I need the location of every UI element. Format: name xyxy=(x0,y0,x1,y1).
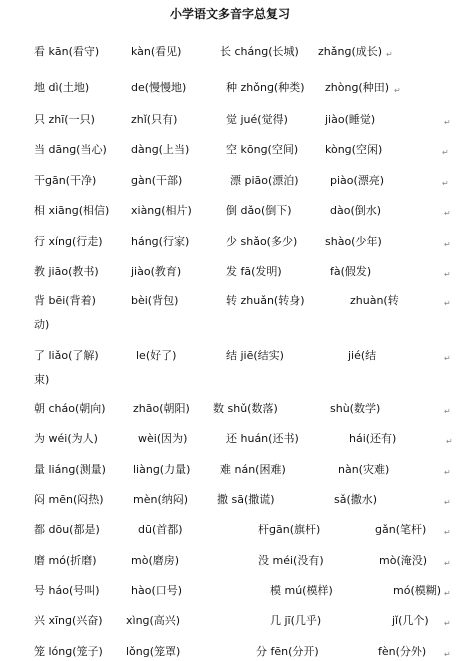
pinyin-entry: 难 nán(困难) xyxy=(220,463,286,476)
pinyin-entry: 兴 xīnɡ(兴奋) xyxy=(34,614,103,627)
pinyin-entry: hào(口号) xyxy=(131,584,183,597)
pinyin-entry: jiào(教育) xyxy=(131,265,182,278)
pinyin-entry: 数 shǔ(数落) xyxy=(213,402,278,415)
pinyin-entry: 种 zhǒnɡ(种类) xyxy=(226,81,305,94)
pinyin-entry: 漂 piāo(漂泊) xyxy=(230,174,299,187)
pinyin-entry: lǒnɡ(笼罩) xyxy=(126,645,181,658)
entry-row xyxy=(0,111,460,129)
entry-row xyxy=(0,430,460,448)
pinyin-entry: hánɡ(行家) xyxy=(131,235,190,248)
entry-row xyxy=(0,141,460,159)
pinyin-entry: dànɡ(上当) xyxy=(131,143,190,156)
paragraph-mark-icon: ↵ xyxy=(444,118,451,127)
pinyin-entry: dào(倒水) xyxy=(330,204,382,217)
pinyin-entry: fà(假发) xyxy=(330,265,372,278)
paragraph-mark-icon: ↵ xyxy=(444,240,451,249)
pinyin-entry: mò(淹没) xyxy=(379,554,428,567)
paragraph-mark-icon: ↵ xyxy=(444,589,451,598)
pinyin-entry: jiào(睡觉) xyxy=(325,113,376,126)
pinyin-entry: 笼 lónɡ(笼子) xyxy=(34,645,103,658)
entry-row xyxy=(0,552,460,570)
pinyin-entry: 看 kān(看守) xyxy=(34,45,100,58)
pinyin-entry: dū(首都) xyxy=(138,523,183,536)
pinyin-entry: zhuàn(转 xyxy=(350,294,399,307)
pinyin-entry: 觉 jué(觉得) xyxy=(226,113,288,126)
paragraph-mark-icon: ↵ xyxy=(444,559,451,568)
pinyin-entry: 空 kōnɡ(空间) xyxy=(226,143,299,156)
pinyin-entry: 撒 sā(撒谎) xyxy=(217,493,275,506)
pinyin-entry: xìnɡ(高兴) xyxy=(126,614,181,627)
pinyin-entry: 磨 mó(折磨) xyxy=(34,554,97,567)
pinyin-entry: hái(还有) xyxy=(349,432,397,445)
pinyin-entry: 闷 mēn(闷热) xyxy=(34,493,104,506)
entry-row xyxy=(0,43,460,61)
pinyin-entry: 长 chánɡ(长城) xyxy=(220,45,299,58)
pinyin-entry: 只 zhī(一只) xyxy=(34,113,95,126)
pinyin-entry: le(好了) xyxy=(136,349,177,362)
pinyin-entry: xiànɡ(相片) xyxy=(131,204,192,217)
pinyin-entry: jié(结 xyxy=(348,349,377,362)
pinyin-entry: mò(磨房) xyxy=(131,554,180,567)
page-title: 小学语文多音字总复习 xyxy=(169,7,290,21)
pinyin-entry: 模 mú(模样) xyxy=(270,584,333,597)
pinyin-entry: 少 shǎo(多少) xyxy=(226,235,298,248)
paragraph-mark-icon: ↵ xyxy=(446,437,453,446)
pinyin-entry: kàn(看见) xyxy=(131,45,182,58)
paragraph-mark-icon: ↵ xyxy=(444,299,451,308)
pinyin-entry: 了 liǎo(了解) xyxy=(34,349,99,362)
pinyin-entry: mó(模糊) xyxy=(393,584,442,597)
entry-row xyxy=(0,79,460,97)
entry-row xyxy=(0,263,460,281)
entry-row xyxy=(0,400,460,418)
pinyin-entry: jǐ(几个) xyxy=(392,614,429,627)
pinyin-entry: 朝 cháo(朝向) xyxy=(34,402,106,415)
paragraph-mark-icon: ↵ xyxy=(444,270,451,279)
pinyin-entry: zhāo(朝阳) xyxy=(133,402,190,415)
pinyin-entry: 没 méi(没有) xyxy=(258,554,324,567)
pinyin-entry: 结 jiē(结实) xyxy=(226,349,284,362)
pinyin-entry: 地 dì(土地) xyxy=(34,81,90,94)
paragraph-mark-icon: ↵ xyxy=(444,354,451,363)
pinyin-entry: liànɡ(力量) xyxy=(133,463,191,476)
pinyin-entry: 发 fā(发明) xyxy=(226,265,282,278)
pinyin-entry: ɡàn(干部) xyxy=(131,174,183,187)
wrapped-continuation: 束) xyxy=(34,373,50,386)
pinyin-entry: 几 jī(几乎) xyxy=(270,614,322,627)
pinyin-entry: 号 háo(号叫) xyxy=(34,584,100,597)
paragraph-mark-icon: ↵ xyxy=(444,650,451,659)
paragraph-mark-icon: ↵ xyxy=(394,86,401,95)
pinyin-entry: kònɡ(空闲) xyxy=(325,143,383,156)
pinyin-entry: shù(数学) xyxy=(330,402,381,415)
paragraph-mark-icon: ↵ xyxy=(444,619,451,628)
pinyin-entry: 倒 dǎo(倒下) xyxy=(226,204,292,217)
pinyin-entry: zhònɡ(种田) xyxy=(325,81,390,94)
entry-row xyxy=(0,172,460,190)
wrapped-continuation: 动) xyxy=(34,318,50,331)
pinyin-entry: zhǎnɡ(成长) xyxy=(318,45,383,58)
paragraph-mark-icon: ↵ xyxy=(444,209,451,218)
entry-row xyxy=(0,521,460,539)
pinyin-entry: 背 bēi(背着) xyxy=(34,294,96,307)
pinyin-entry: 教 jiāo(教书) xyxy=(34,265,99,278)
paragraph-mark-icon: ↵ xyxy=(442,148,449,157)
pinyin-entry: 相 xiānɡ(相信) xyxy=(34,204,110,217)
pinyin-entry: piào(漂亮) xyxy=(330,174,385,187)
entry-row xyxy=(0,491,460,509)
paragraph-mark-icon: ↵ xyxy=(444,528,451,537)
pinyin-entry: mèn(纳闷) xyxy=(133,493,189,506)
pinyin-entry: fèn(分外) xyxy=(378,645,427,658)
pinyin-entry: 当 dānɡ(当心) xyxy=(34,143,107,156)
pinyin-entry: 干ɡān(干净) xyxy=(34,174,97,187)
paragraph-mark-icon: ↵ xyxy=(442,179,449,188)
paragraph-mark-icon: ↵ xyxy=(444,468,451,477)
pinyin-entry: 分 fēn(分开) xyxy=(256,645,319,658)
entry-row xyxy=(0,347,460,365)
pinyin-entry: 为 wéi(为人) xyxy=(34,432,98,445)
entry-row xyxy=(0,461,460,479)
entry-row xyxy=(0,233,460,251)
pinyin-entry: 转 zhuǎn(转身) xyxy=(226,294,305,307)
pinyin-entry: ɡǎn(笔杆) xyxy=(375,523,427,536)
pinyin-entry: shào(少年) xyxy=(325,235,382,248)
entry-row xyxy=(0,643,460,661)
paragraph-mark-icon: ↵ xyxy=(444,407,451,416)
paragraph-mark-icon: ↵ xyxy=(444,498,451,507)
entry-row xyxy=(0,202,460,220)
pinyin-entry: sǎ(撒水) xyxy=(334,493,378,506)
pinyin-entry: bèi(背包) xyxy=(131,294,179,307)
entry-row xyxy=(0,582,460,600)
entry-row xyxy=(0,612,460,630)
paragraph-mark-icon: ↵ xyxy=(386,50,393,59)
pinyin-entry: 还 huán(还书) xyxy=(226,432,299,445)
pinyin-entry: nàn(灾难) xyxy=(338,463,390,476)
entry-row xyxy=(0,292,460,310)
pinyin-entry: wèi(因为) xyxy=(138,432,188,445)
pinyin-entry: 都 dōu(都是) xyxy=(34,523,100,536)
pinyin-entry: 杆ɡān(旗杆) xyxy=(258,523,321,536)
pinyin-entry: zhǐ(只有) xyxy=(131,113,178,126)
pinyin-entry: 量 liánɡ(测量) xyxy=(34,463,106,476)
pinyin-entry: 行 xínɡ(行走) xyxy=(34,235,103,248)
pinyin-entry: de(慢慢地) xyxy=(131,81,187,94)
